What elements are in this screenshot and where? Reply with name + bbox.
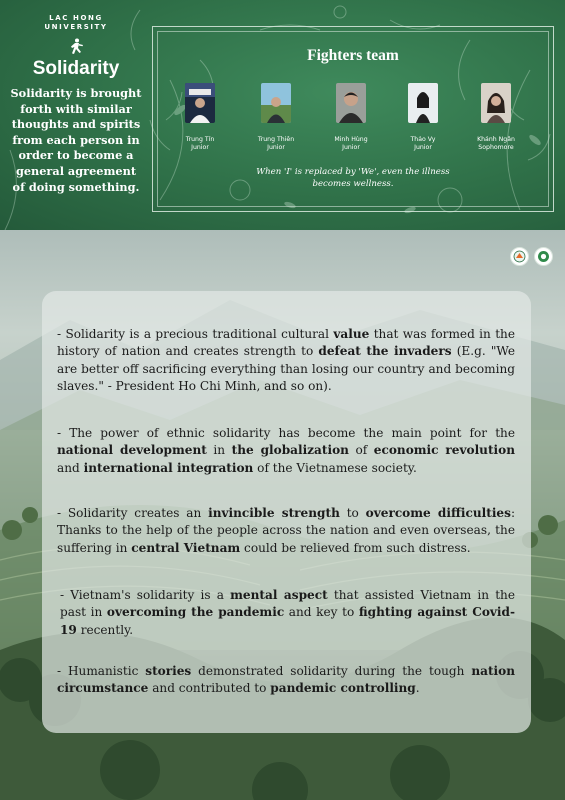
- paragraph-text: and contributed to: [148, 681, 271, 696]
- paragraph-text: could be relieved from such distress.: [240, 540, 471, 555]
- member-photo: [408, 83, 438, 123]
- member-year: Junior: [191, 144, 209, 151]
- left-column: [10, 14, 142, 195]
- paragraph-text: of the Vietnamese society.: [253, 460, 417, 475]
- team-title: Fighters team: [307, 47, 399, 64]
- content-panel: [42, 291, 531, 733]
- paragraph-text: - Solidarity creates an: [57, 506, 209, 520]
- emphasis-text: national development: [57, 443, 207, 458]
- paragraph-text: - The power of ethnic solidarity has become the main point for the: [57, 426, 515, 440]
- landscape-background: [0, 230, 565, 800]
- page-title: Solidarity: [32, 58, 120, 79]
- paragraph-text: recently.: [76, 622, 134, 637]
- paragraph-text: - Humanistic: [57, 664, 146, 678]
- paragraph-text: - Solidarity is a precious traditional cultural: [57, 327, 334, 341]
- paragraph-text: to: [339, 506, 366, 520]
- emphasis-text: central Vietnam: [131, 540, 241, 555]
- school-logo-icon: [510, 247, 529, 266]
- solidarity-paragraph: [57, 326, 515, 396]
- paragraph-text: and key to: [284, 605, 359, 620]
- team-frame: [152, 26, 554, 212]
- university-name: LAC HONG UNIVERSITY: [44, 14, 108, 31]
- partner-logos: [510, 247, 553, 266]
- member-name: Thảo Vy: [410, 136, 436, 143]
- emphasis-text: stories: [145, 664, 192, 678]
- solidarity-paragraph: [57, 425, 515, 477]
- member-name: Trung Tín: [185, 136, 215, 143]
- emphasis-text: mental aspect: [230, 588, 328, 602]
- solidarity-paragraph: [57, 587, 515, 639]
- member-year: Sophomore: [478, 144, 514, 151]
- member-photo: [185, 83, 215, 123]
- union-logo-icon: [534, 247, 553, 266]
- emphasis-text: overcome difficulties: [365, 506, 511, 520]
- member-card: [461, 83, 531, 152]
- emphasis-text: invincible strength: [208, 506, 340, 520]
- paragraph-text: in: [206, 443, 232, 458]
- emphasis-text: international integration: [83, 460, 254, 475]
- solidarity-paragraph: [57, 505, 515, 557]
- solidarity-paragraph: [57, 663, 515, 698]
- member-photo: [336, 83, 366, 123]
- paragraph-text: of: [348, 443, 374, 458]
- paragraph-text: demonstrated solidarity during the tough: [191, 664, 472, 678]
- member-year: Junior: [267, 144, 285, 151]
- member-name: Trung Thiên: [257, 136, 295, 143]
- emphasis-text: fighting against Covid-19: [60, 605, 515, 637]
- emphasis-text: overcoming the pandemic: [106, 605, 285, 620]
- member-card: [165, 83, 235, 152]
- member-card: [241, 83, 311, 152]
- emphasis-text: defeat the invaders: [318, 344, 452, 359]
- paragraph-text: : Thanks to the help of the people across the nation and even overseas, the suffering in: [57, 506, 516, 555]
- paragraph-text: that was formed in the history of nation and creates strength to: [57, 327, 515, 359]
- paragraph-text: that assisted Vietnam in the past in: [60, 588, 516, 620]
- member-card: [316, 83, 386, 152]
- paragraph-text: and: [57, 460, 84, 475]
- solidarity-description: Solidarity is brought forth with similar thoughts and spirits from each person in order to become a general agreement of doing something.: [10, 86, 142, 194]
- header-banner: [0, 0, 565, 230]
- team-quote: When 'I' is replaced by 'We', even the illness becomes wellness.: [256, 167, 450, 189]
- team-members: [161, 83, 547, 163]
- emphasis-text: the globalization: [231, 443, 349, 458]
- emphasis-text: nation circumstance: [57, 664, 516, 696]
- runner-logo-icon: [66, 38, 86, 56]
- member-year: Junior: [342, 144, 360, 151]
- member-photo: [261, 83, 291, 123]
- member-year: Junior: [414, 144, 432, 151]
- emphasis-text: economic revolution: [373, 443, 516, 458]
- emphasis-text: pandemic controlling: [270, 681, 416, 696]
- paragraph-text: .: [415, 681, 420, 696]
- member-name: Khánh Ngân: [477, 136, 515, 143]
- emphasis-text: value: [333, 327, 370, 341]
- paragraph-text: - Vietnam's solidarity is a: [60, 588, 231, 602]
- member-card: [388, 83, 458, 152]
- paragraph-text: (E.g. "We are better off sacrificing everything than losing our country and becoming slaves." - President Ho Chi Minh, and so on).: [57, 344, 515, 394]
- member-photo: [481, 83, 511, 123]
- member-name: Minh Hùng: [334, 136, 368, 143]
